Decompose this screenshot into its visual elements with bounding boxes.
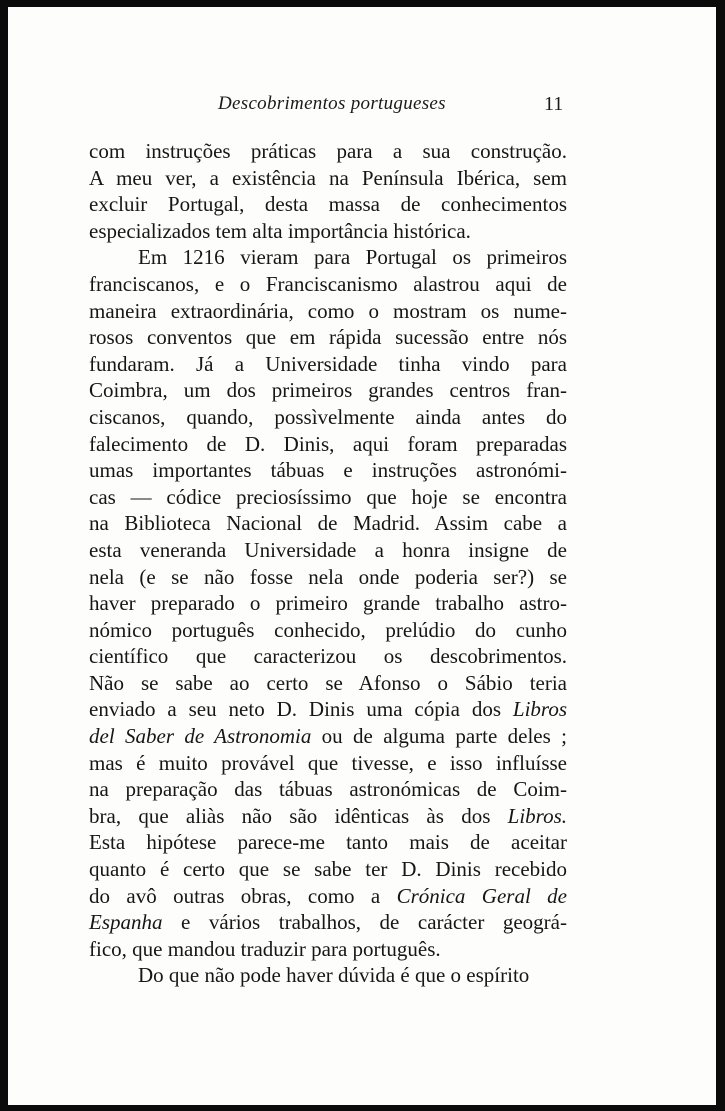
book-page: [8, 7, 716, 1105]
text-line: quanto é certo que se sabe ter D. Dinis recebido: [89, 857, 567, 882]
text-line: nómico português conhecido, prelúdio do cunho: [89, 617, 567, 642]
running-head: Descobrimentos portugueses: [218, 93, 446, 114]
book-title-libros: Libros.: [507, 803, 567, 828]
text-line: fico, que mandou traduzir para português.: [89, 936, 441, 961]
text-line: [89, 909, 567, 936]
book-title-libros: Libros: [512, 697, 567, 722]
text-line: A meu ver, a existência na Península Ibérica, sem: [89, 165, 567, 190]
text-line: [89, 883, 567, 910]
text-line: na Biblioteca Nacional de Madrid. Assim cabe a: [89, 511, 567, 536]
text-line: ciscanos, quando, possìvelmente ainda antes do: [89, 404, 567, 429]
page-number: 11: [544, 93, 564, 115]
paragraph-start-line: Do que não pode haver dúvida é que o espírito: [138, 963, 530, 988]
text-line: fundaram. Já a Universidade tinha vindo para: [89, 351, 567, 376]
text-fragment: enviado a seu neto D. Dinis uma cópia dos: [89, 697, 513, 722]
text-line: [89, 696, 567, 723]
body-text: [89, 138, 567, 989]
book-title-cronica-geral: Crónica Geral de: [396, 883, 567, 908]
text-fragment: e vários trabalhos, de carácter geográ-: [162, 910, 567, 935]
text-line: Esta hipótese parece-me tanto mais de aceitar: [89, 830, 567, 855]
text-line: mas é muito provável que tivesse, e isso influísse: [89, 750, 567, 775]
page-header: [8, 89, 716, 119]
text-fragment: do avô outras obras, como a: [89, 883, 397, 908]
text-line: [89, 803, 567, 830]
text-line: haver preparado o primeiro grande trabalho astro-: [89, 591, 567, 616]
text-line: esta veneranda Universidade a honra insigne de: [89, 537, 567, 562]
text-line: maneira extraordinária, como o mostram os nume-: [89, 298, 567, 323]
text-line: franciscanos, e o Franciscanismo alastrou aqui de: [89, 271, 567, 296]
text-line: especializados tem alta importância histórica.: [89, 218, 471, 243]
text-line: científico que caracterizou os descobrimentos.: [89, 644, 567, 669]
text-line: nela (e se não fosse nela onde poderia ser?) se: [89, 564, 567, 589]
text-line: [89, 723, 567, 750]
text-line: com instruções práticas para a sua construção.: [89, 139, 567, 163]
paragraph-start-line: Em 1216 vieram para Portugal os primeiros: [138, 245, 567, 270]
text-fragment: bra, que aliàs não são idênticas às dos: [89, 803, 508, 828]
text-line: Coimbra, um dos primeiros grandes centros fran-: [89, 378, 567, 403]
text-line: excluir Portugal, desta massa de conhecimentos: [89, 192, 567, 217]
text-line: cas — códice preciosíssimo que hoje se encontra: [89, 484, 567, 509]
text-line: umas importantes tábuas e instruções astronómi-: [89, 458, 567, 483]
book-title-espanha: Espanha: [89, 910, 163, 935]
text-fragment: ou de alguma parte deles ;: [311, 724, 567, 749]
book-title-saber-astronomia: del Saber de Astronomia: [89, 724, 312, 749]
text-line: rosos conventos que em rápida sucessão entre nós: [89, 325, 567, 350]
text-line: falecimento de D. Dinis, aqui foram preparadas: [89, 431, 567, 456]
text-line: na preparação das tábuas astronómicas de Coim-: [89, 777, 567, 802]
text-line: Não se sabe ao certo se Afonso o Sábio teria: [89, 670, 567, 695]
